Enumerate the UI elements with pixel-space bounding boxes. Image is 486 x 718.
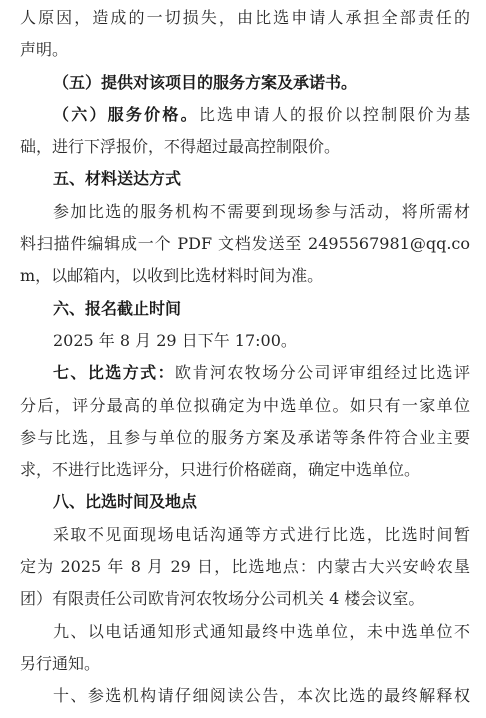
section-6-line	[20, 293, 470, 325]
text-line: 声明。	[20, 40, 69, 60]
item-6-line	[20, 99, 470, 131]
item-5-line	[20, 67, 470, 99]
text-line: 定为 2025 年 8 月 29 日，比选地点：内蒙古大兴安岭农垦	[20, 557, 470, 577]
item-6-text: 比选申请人的报价以控制限价为基	[198, 104, 470, 124]
section-10-text: 十、参选机构请仔细阅读公告，本次比选的最终解释权	[53, 686, 470, 706]
section-7-text: 欧肯河农牧场分公司评审组经过比选评	[175, 363, 470, 383]
text-line: 料扫描件编辑成一个 PDF 文档发送至 2495567981@qq.co	[20, 234, 470, 254]
section-5-line	[20, 163, 470, 195]
text-line: m，以邮箱内，以收到比选材料时间为准。	[20, 266, 324, 286]
section-6-heading: 六、报名截止时间	[53, 298, 182, 318]
text-line: 人原因，造成的一切损失，由比选申请人承担全部责任的	[20, 8, 470, 27]
text-line: 参与比选，且参与单位的服务方案及承诺等条件符合业主要	[20, 427, 470, 447]
section-9-text: 九、以电话通知形式通知最终中选单位，未中选单位不	[53, 621, 470, 641]
text-line: 参加比选的服务机构不需要到现场参与活动，将所需材	[53, 201, 470, 221]
section-5-heading: 五、材料送达方式	[53, 169, 182, 189]
text-line: 分后，评分最高的单位拟确定为中选单位。如只有一家单位	[20, 395, 470, 415]
text-line: 求，不进行比选评分，只进行价格磋商，确定中选单位。	[20, 460, 421, 480]
section-8-heading: 八、比选时间及地点	[53, 492, 198, 512]
section-8-line	[20, 486, 470, 518]
deadline-text: 2025 年 8 月 29 日下午 17:00。	[53, 330, 297, 350]
section-7-line	[20, 357, 470, 389]
text-line: 采取不见面现场电话沟通等方式进行比选，比选时间暂	[53, 524, 470, 544]
item-5-heading: （五）提供对该项目的服务方案及承诺书。	[53, 72, 358, 92]
item-6-heading: （六）服务价格。	[53, 104, 199, 124]
text-line: 团）有限责任公司欧肯河农牧场分公司机关 4 楼会议室。	[20, 589, 425, 609]
section-7-heading: 七、比选方式：	[53, 363, 176, 383]
text-line: 另行通知。	[20, 653, 101, 673]
text-line: 础，进行下浮报价，不得超过最高控制限价。	[20, 137, 341, 157]
